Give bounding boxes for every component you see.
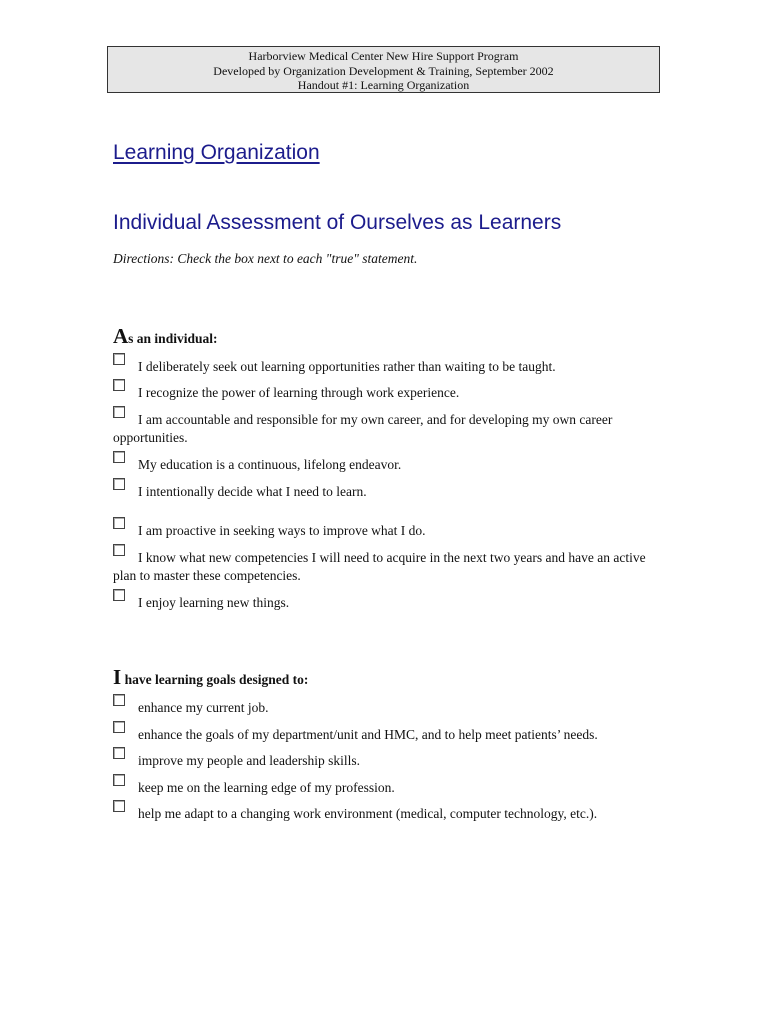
checklist-item [113, 483, 658, 501]
header-developed-by: Developed by Organization Development & Training, September 2002 [213, 63, 554, 78]
checkbox[interactable] [113, 451, 125, 463]
checklist-item-text: I intentionally decide what I need to learn. [138, 484, 367, 499]
checklist-item-text: help me adapt to a changing work environment (medical, computer technology, etc.). [138, 806, 598, 821]
checkbox[interactable] [113, 721, 125, 733]
checklist-item [113, 779, 658, 797]
page-subtitle: Individual Assessment of Ourselves as Learners [113, 211, 562, 234]
checkbox[interactable] [113, 353, 125, 365]
section-heading-text: have learning goals designed to: [121, 672, 309, 687]
page-title: Learning Organization [113, 141, 320, 164]
checklist-item [113, 594, 658, 612]
checklist-item [113, 384, 658, 402]
checklist-item [113, 699, 658, 717]
checkbox[interactable] [113, 478, 125, 490]
checklist-item-text: keep me on the learning edge of my profession. [138, 780, 395, 795]
checkbox[interactable] [113, 774, 125, 786]
checklist-item [113, 411, 658, 446]
checklist-item-text: enhance my current job. [138, 700, 269, 715]
checklist-item [113, 456, 658, 474]
checklist-item-text: I am proactive in seeking ways to improve what I do. [138, 523, 426, 538]
checkbox[interactable] [113, 589, 125, 601]
checklist-item-text: I enjoy learning new things. [138, 595, 290, 610]
section-goals-heading [113, 665, 308, 690]
checklist-item-text: I am accountable and responsible for my own career, and for developing my own career opportunities. [113, 412, 613, 445]
checkbox[interactable] [113, 406, 125, 418]
section-individual-heading [113, 324, 217, 349]
checklist-item-text: I recognize the power of learning through work experience. [138, 385, 460, 400]
checkbox[interactable] [113, 544, 125, 556]
checklist-item [113, 358, 658, 376]
checkbox[interactable] [113, 694, 125, 706]
section-initial: I [113, 665, 122, 689]
section-heading-text: s an individual: [128, 331, 218, 346]
checklist-item [113, 805, 658, 823]
checkbox[interactable] [113, 800, 125, 812]
header-program: Harborview Medical Center New Hire Support Program [248, 49, 519, 63]
checkbox[interactable] [113, 379, 125, 391]
section-initial: A [113, 324, 129, 348]
header-handout: Handout #1: Learning Organization [297, 78, 470, 92]
checklist-item-text: My education is a continuous, lifelong endeavor. [138, 457, 402, 472]
directions-text: Directions: Check the box next to each "true" statement. [113, 251, 418, 266]
checklist-item [113, 726, 658, 744]
checklist-item [113, 522, 658, 540]
checklist-item-text: I know what new competencies I will need to acquire in the next two years and have an active plan to master these competencies. [113, 550, 646, 583]
header-box [107, 46, 660, 93]
checklist-item-text: improve my people and leadership skills. [138, 753, 360, 768]
checkbox[interactable] [113, 517, 125, 529]
checklist-item [113, 549, 658, 584]
checklist-item [113, 752, 658, 770]
checklist-item-text: I deliberately seek out learning opportunities rather than waiting to be taught. [138, 359, 556, 374]
checklist-item-text: enhance the goals of my department/unit and HMC, and to help meet patients’ needs. [138, 727, 598, 742]
checkbox[interactable] [113, 747, 125, 759]
